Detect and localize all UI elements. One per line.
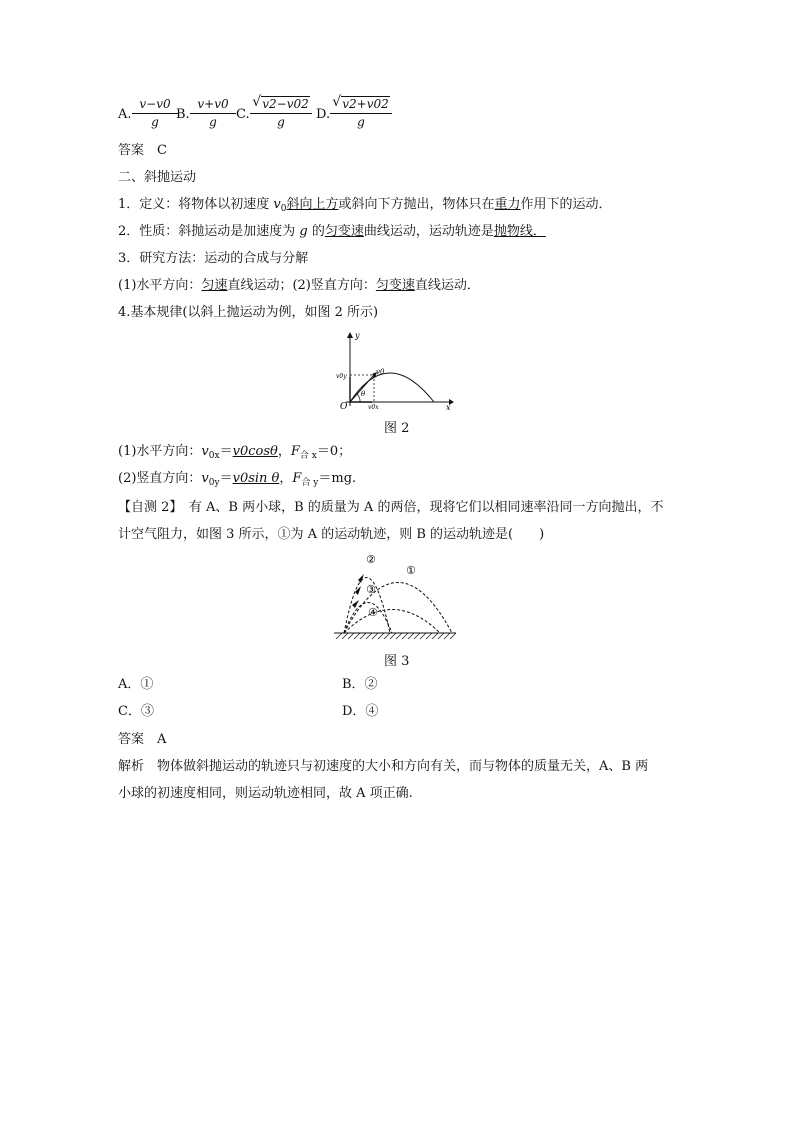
option-d (316, 96, 396, 136)
definition-line: 1．定义：将物体以初速度 $v_0$斜向上方或斜向下方抛出，物体只在重力作用下的运动． (118, 197, 612, 214)
fig3-label-3: ③ (366, 583, 376, 596)
fig2-theta-label: θ (361, 390, 366, 398)
section-title: 二、斜抛运动 (118, 170, 197, 185)
answer-2: 答案 A (118, 732, 167, 747)
option-b-denominator: g (209, 115, 217, 129)
option-a-fraction (132, 96, 178, 131)
option-c (236, 96, 316, 136)
nature-line: 2．性质：斜抛运动是加速度为 g 的匀变速曲线运动，运动轨迹是抛物线． (118, 224, 546, 239)
option-b-fraction (190, 96, 236, 131)
option-a-label: A. (118, 107, 132, 122)
figure-2-caption: 图 2 (384, 421, 410, 436)
fig3-label-2: ② (366, 553, 376, 566)
fig3-label-4: ④ (368, 606, 378, 619)
option-c-fraction: √ v2−v02 g (250, 96, 312, 131)
option-a-numerator: v−v0 (139, 97, 171, 111)
option-a (118, 96, 178, 136)
choice-b: B．② (342, 677, 378, 692)
option-b-numerator: v+v0 (197, 97, 229, 111)
fig2-origin-label: O (340, 402, 348, 410)
option-c-denominator: g (277, 115, 285, 129)
analysis-head: 解析 (118, 759, 145, 774)
question-line-1: 【自测 2】 有 A、B 两小球，B 的质量为 A 的两倍，现将它们以相同速率沿同一方向抛出，不 (118, 500, 664, 515)
fig2-v0y-label: v0y (336, 373, 347, 380)
fig3-label-1: ① (406, 564, 416, 577)
answer-1: 答案 C (118, 143, 167, 158)
option-b-label: B. (176, 107, 190, 122)
figure-2 (336, 330, 456, 410)
option-a-denominator: g (151, 115, 159, 129)
question-line-2: 计空气阻力，如图 3 所示，①为 A 的运动轨迹，则 B 的运动轨迹是( ) (118, 527, 545, 542)
choice-a: A．① (118, 677, 154, 692)
option-d-label: D. (316, 107, 331, 122)
option-b (176, 96, 236, 136)
figure-3 (330, 550, 460, 642)
fig2-v0x-label: v0x (368, 404, 379, 410)
question-tag: 【自测 2】 (118, 500, 176, 515)
choice-c: C．③ (118, 704, 154, 719)
fig2-v0-label: v0 (376, 368, 385, 376)
option-d-fraction: √ v2+v02 g (330, 96, 392, 131)
law-title: 4.基本规律(以斜上抛运动为例，如图 2 所示) (118, 305, 379, 320)
option-c-label: C. (236, 107, 250, 122)
choice-d: D．④ (342, 704, 379, 719)
option-c-numerator: v2−v02 (262, 97, 309, 111)
option-d-denominator: g (357, 115, 365, 129)
fig2-x-label: x (446, 403, 451, 410)
law-horizontal: (1)水平方向：$v_{0x}=v0\cos\theta$，$F_{合 x}=0$； (118, 444, 352, 461)
method-line: 3．研究方法：运动的合成与分解 (118, 251, 309, 266)
fig2-y-label: y (355, 331, 360, 340)
directions-line: (1)水平方向：匀速直线运动；(2)竖直方向：匀变速直线运动． (118, 278, 480, 293)
figure-3-caption: 图 3 (384, 654, 410, 669)
law-vertical: (2)竖直方向：$v_{0y}=v0\sin$ θ，$F_{合 y}=mg$. (118, 471, 357, 488)
analysis-line-2: 小球的初速度相同，则运动轨迹相同，故 A 项正确. (118, 786, 413, 801)
option-d-numerator: v2+v02 (342, 97, 389, 111)
analysis-line-1: 解析 物体做斜抛运动的轨迹只与初速度的大小和方向有关，而与物体的质量无关，A、B 两 (118, 759, 649, 774)
